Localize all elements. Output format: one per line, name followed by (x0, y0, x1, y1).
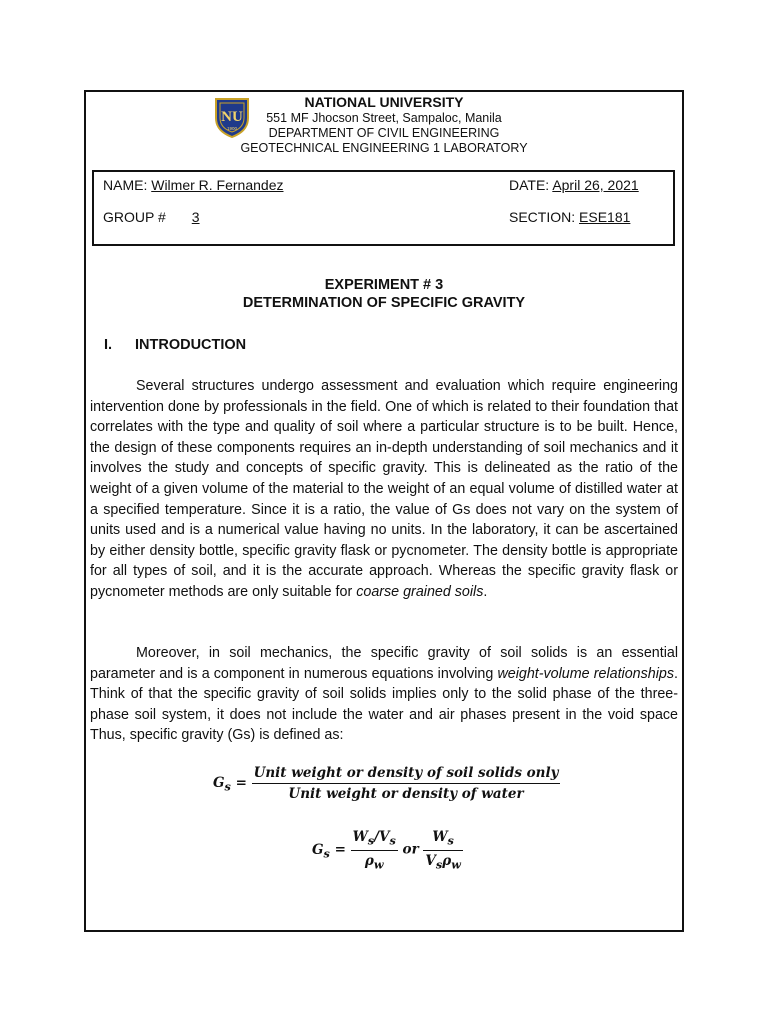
department-name: DEPARTMENT OF CIVIL ENGINEERING (268, 126, 500, 140)
date-label: DATE: (509, 177, 553, 193)
name-field (103, 177, 284, 193)
specific-gravity-formula-2 (312, 829, 463, 871)
formula-2-fraction-1 (351, 829, 398, 871)
formula-1-numerator: Unit weight or density of soil solids only (252, 765, 561, 784)
formula-1-equals: = (230, 775, 252, 791)
group-label: GROUP # (103, 209, 170, 225)
logo-year: 1900 (226, 126, 238, 131)
section-title: INTRODUCTION (135, 337, 247, 353)
formula-2-fraction-1-denominator: $\rho_w$ (364, 852, 384, 872)
name-label: NAME: (103, 177, 152, 193)
introduction-paragraph-1 (90, 376, 678, 603)
experiment-title: DETERMINATION OF SPECIFIC GRAVITY (242, 295, 526, 311)
paragraph-2-text-b: . Think of that the specific gravity of soil solids implies only to the solid phase of the three-phase soil system, it does not include the water and air phases present in the void space Thus, specific gravity (Gs) is defined as: (90, 665, 678, 744)
date-field (509, 177, 639, 193)
paragraph-2-italic: weight-volume relationships (497, 665, 674, 682)
formula-2-equals: = (329, 841, 351, 858)
university-address: 551 MF Jhocson Street, Sampaloc, Manila (266, 111, 502, 125)
experiment-number: EXPERIMENT # 3 (324, 277, 444, 293)
formula-2-fraction-1-numerator: $W_s/V_s$ (351, 829, 398, 851)
name-value: Wilmer R. Fernandez (151, 177, 284, 193)
group-field (103, 209, 222, 225)
formula-2-lhs: $G_s$ (312, 841, 330, 861)
laboratory-name: GEOTECHNICAL ENGINEERING 1 LABORATORY (240, 141, 528, 155)
university-name: NATIONAL UNIVERSITY (304, 94, 464, 110)
section-field (509, 209, 630, 225)
section-numeral: I. (104, 337, 113, 353)
paragraph-1-italic: coarse grained soils (356, 583, 484, 600)
formula-1-lhs: $G_s$ (213, 775, 231, 794)
paragraph-1-text: Several structures undergo assessment and evaluation which require engineering intervention done by professionals in the field. One of which is related to their foundation that correlates with the type and quality of soil where a particular structure is to be built. Hence, the design of these components requires an in-depth understanding of soil mechanics and it involves the study and concepts of specific gravity. This is delineated as the ratio of the weight of a given volume of the material to the weight of an equal volume of distilled water at a specified temperature. Since it is a ratio, the value of Gs does not vary on the system of units used and is a numerical value having no units. In the laboratory, it can be ascertained by either density bottle, specific gravity flask or pycnometer. The density bottle is appropriate for all types of soil, and it is the accurate approach. Whereas the specific gravity flask or pycnometer methods are only suitable for (90, 378, 678, 600)
formula-2-fraction-2-numerator: $W_s$ (423, 829, 463, 851)
formula-1-denominator: Unit weight or density of water (288, 786, 524, 802)
formula-2-fraction-2 (423, 829, 463, 871)
formula-2-fraction-2-denominator: $V_s\rho_w$ (425, 852, 461, 872)
group-value: 3 (191, 209, 200, 225)
introduction-paragraph-2 (90, 643, 678, 746)
paragraph-2-text-a: Moreover, in soil mechanics, the specific gravity of soil solids is an essential parameter and is a component in numerous equations involving (90, 645, 678, 682)
section-label: SECTION: (509, 209, 580, 225)
date-value: April 26, 2021 (552, 177, 639, 193)
specific-gravity-formula-1 (213, 765, 560, 802)
formula-2-or: or (397, 841, 424, 858)
section-value: ESE181 (579, 209, 631, 225)
logo-letters: NU (221, 109, 243, 125)
paragraph-1-end: . (483, 583, 488, 600)
formula-1-fraction (252, 765, 561, 802)
